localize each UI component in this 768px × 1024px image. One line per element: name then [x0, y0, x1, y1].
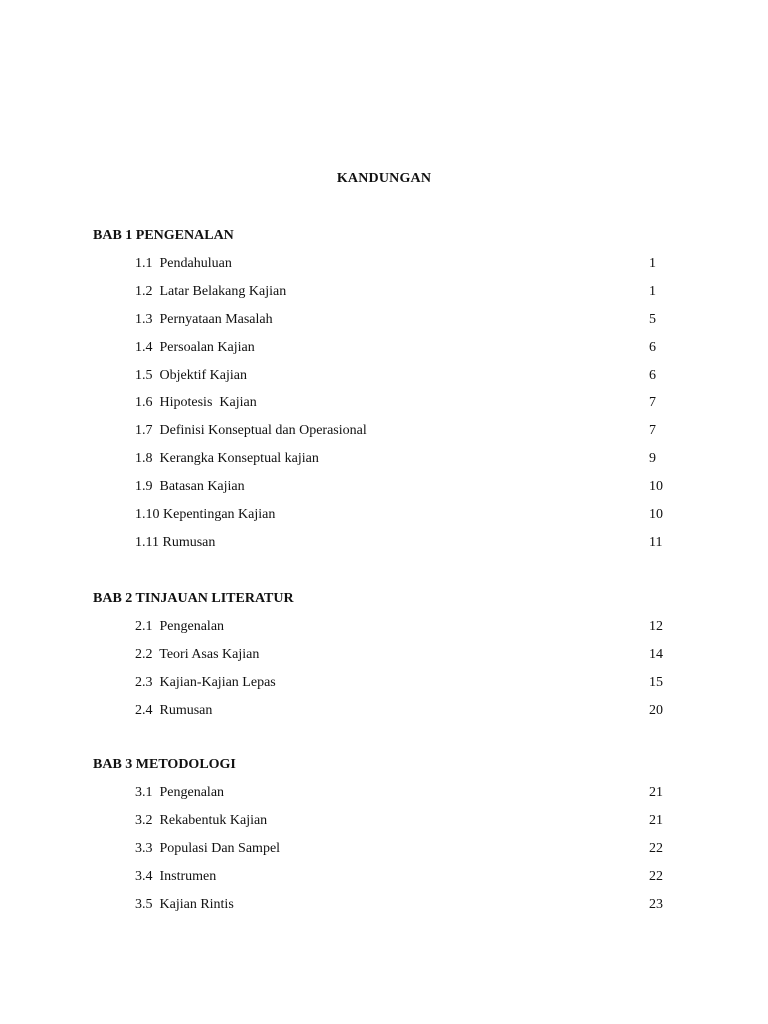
toc-entry	[93, 478, 713, 506]
toc-entry-page: 23	[649, 896, 663, 912]
chapter-heading: BAB 3 METODOLOGI	[93, 757, 236, 772]
toc-entry-label: 2.2 Teori Asas Kajian	[135, 646, 260, 662]
toc-entry-page: 7	[649, 395, 656, 411]
toc-entry	[93, 534, 713, 562]
toc-entry-label: 1.7 Definisi Konseptual dan Operasional	[135, 423, 367, 439]
toc-entry-page: 7	[649, 423, 656, 439]
toc-entry-label: 2.1 Pengenalan	[135, 619, 225, 634]
toc-entry-page: 20	[649, 702, 663, 718]
toc-entry-label: 1.2 Latar Belakang Kajian	[135, 283, 287, 299]
toc-entry-page: 1	[649, 256, 656, 271]
toc-entry	[93, 255, 713, 283]
toc-entry-page: 15	[649, 674, 663, 690]
toc-entry-label: 1.1 Pendahuluan	[135, 256, 232, 271]
toc-entry-label: 2.4 Rumusan	[135, 702, 213, 718]
toc-entry	[93, 646, 713, 674]
toc-entry	[93, 367, 713, 395]
toc-entry-page: 1	[649, 283, 656, 299]
toc-entry	[93, 840, 713, 868]
toc-entry	[93, 394, 713, 422]
toc-entry-page: 14	[649, 646, 663, 662]
toc-entry-page: 10	[649, 479, 663, 495]
toc-entry-label: 1.11 Rumusan	[135, 534, 216, 550]
toc-entry-page: 21	[649, 812, 663, 828]
toc-entry-label: 1.4 Persoalan Kajian	[135, 339, 255, 355]
chapter-2	[93, 590, 713, 730]
toc-entry-label: 1.9 Batasan Kajian	[135, 479, 245, 495]
toc-entry-page: 5	[649, 311, 656, 327]
toc-entry	[93, 896, 713, 924]
toc-entry-label: 1.8 Kerangka Konseptual kajian	[135, 451, 319, 467]
toc-entry-page: 11	[649, 534, 663, 550]
toc-entry-page: 21	[649, 785, 663, 800]
chapter-1	[93, 227, 713, 562]
toc-entry-page: 6	[649, 339, 656, 355]
toc-entry-label: 3.5 Kajian Rintis	[135, 896, 234, 912]
toc-entry-label: 2.3 Kajian-Kajian Lepas	[135, 674, 276, 690]
chapter-heading: BAB 2 TINJAUAN LITERATUR	[93, 591, 294, 606]
toc-entry-label: 3.4 Instrumen	[135, 868, 217, 884]
toc-entry	[93, 618, 713, 646]
toc-entry-page: 12	[649, 619, 663, 634]
toc-entry-label: 1.5 Objektif Kajian	[135, 367, 247, 383]
toc-entry	[93, 450, 713, 478]
toc-entry-label: 1.6 Hipotesis Kajian	[135, 395, 257, 411]
toc-entry	[93, 812, 713, 840]
chapter-heading: BAB 1 PENGENALAN	[93, 228, 234, 243]
toc-entry	[93, 506, 713, 534]
toc-entry	[93, 702, 713, 730]
page-title: KANDUNGAN	[336, 171, 432, 186]
toc-entry	[93, 339, 713, 367]
toc-entry-page: 6	[649, 367, 656, 383]
toc-entry-page: 10	[649, 507, 663, 523]
toc-entry-label: 3.2 Rekabentuk Kajian	[135, 812, 268, 828]
toc-entry-page: 22	[649, 840, 663, 856]
toc-entry-label: 1.3 Pernyataan Masalah	[135, 311, 273, 327]
toc-entry	[93, 283, 713, 311]
toc-entry-page: 22	[649, 868, 663, 884]
chapter-3	[93, 756, 713, 923]
toc-entry	[93, 784, 713, 812]
toc-entry	[93, 422, 713, 450]
toc-entry-label: 3.1 Pengenalan	[135, 785, 225, 800]
toc-entry	[93, 311, 713, 339]
toc-entry-page: 9	[649, 451, 656, 467]
toc-entry	[93, 868, 713, 896]
toc-entry-label: 3.3 Populasi Dan Sampel	[135, 840, 281, 856]
toc-entry-label: 1.10 Kepentingan Kajian	[135, 507, 276, 523]
toc-entry	[93, 674, 713, 702]
